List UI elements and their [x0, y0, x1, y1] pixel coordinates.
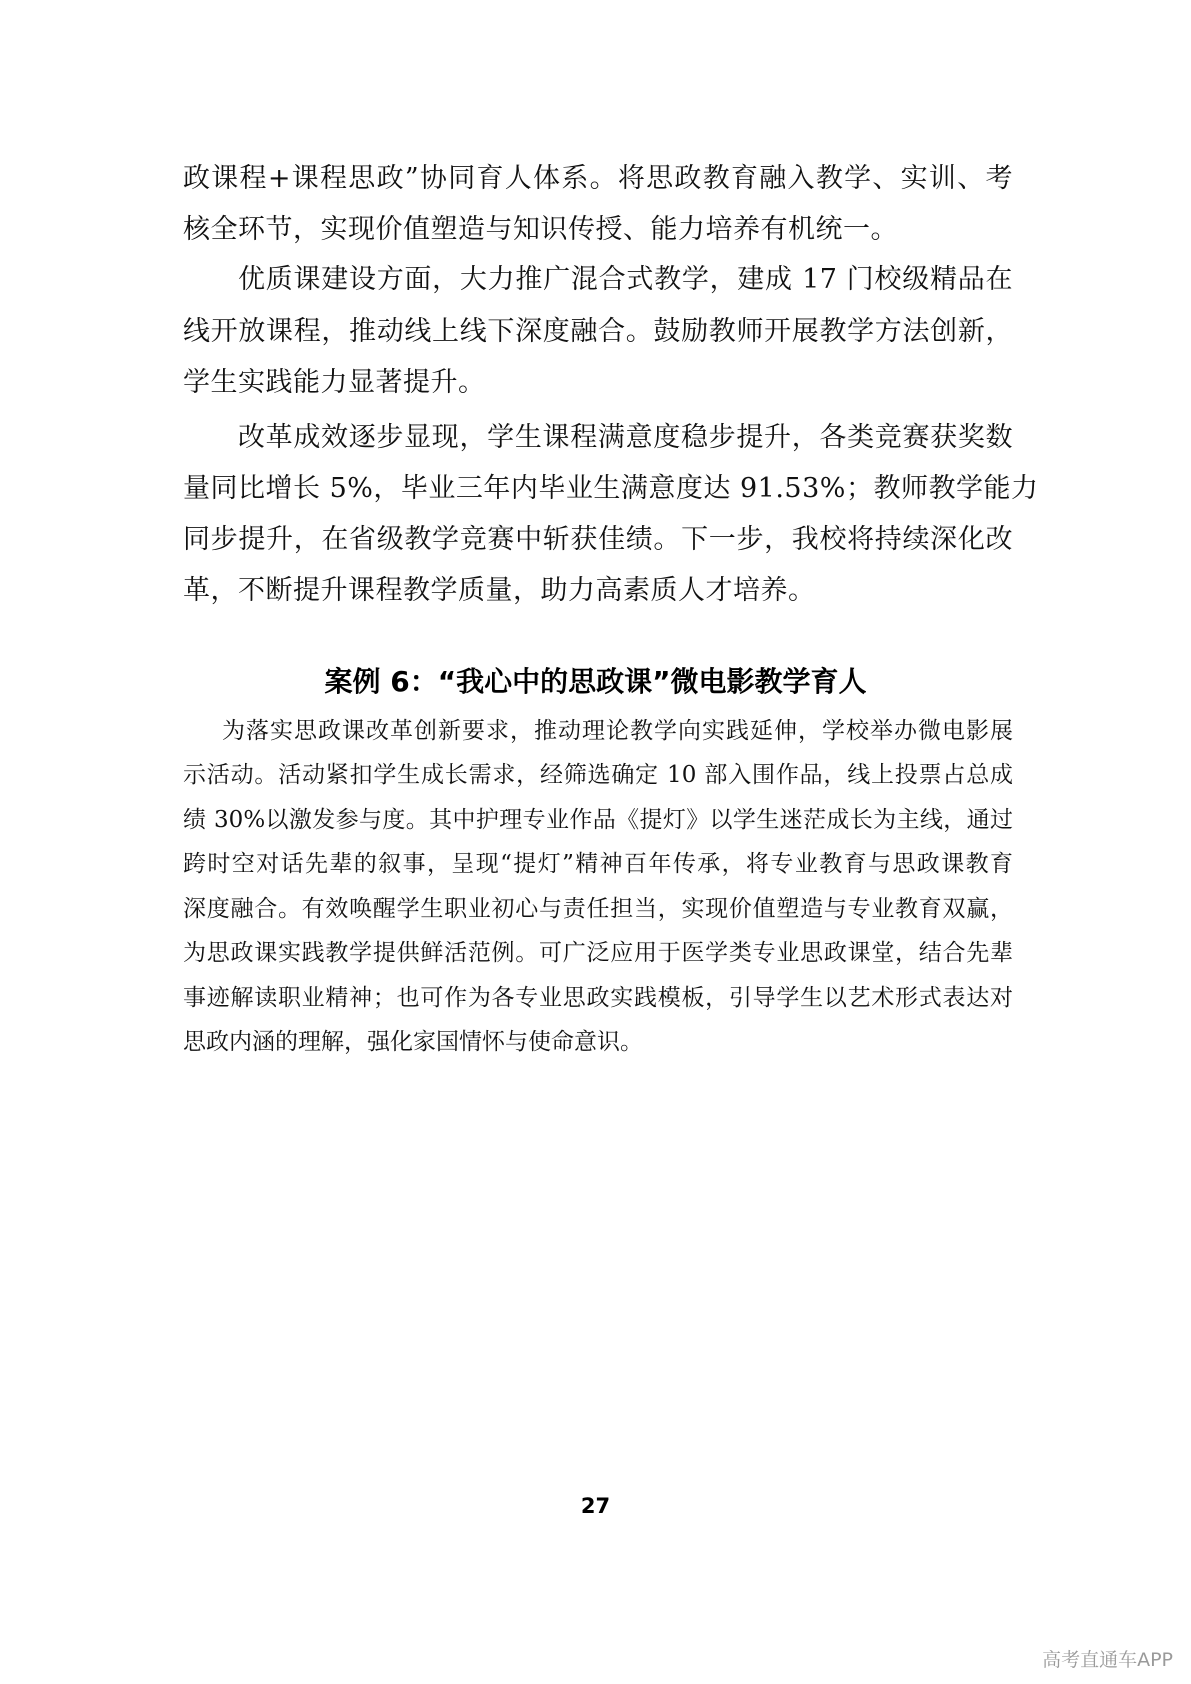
text-line: 学生实践能力显著提升。: [183, 367, 486, 398]
text-line: 改革成效逐步显现，学生课程满意度稳步提升，各类竞赛获奖数: [238, 422, 1013, 453]
text-line: 革，不断提升课程教学质量，助力高素质人才培养。: [183, 575, 816, 606]
text-line: 深度融合。有效唤醒学生职业初心与责任担当，实现价值塑造与专业教育双赢，: [183, 896, 1013, 922]
text-line: 线开放课程，推动线上线下深度融合。鼓励教师开展教学方法创新，: [183, 316, 1013, 347]
text-line: 优质课建设方面，大力推广混合式教学，建成 17 门校级精品在: [238, 264, 1013, 295]
text-line: 核全环节，实现价值塑造与知识传授、能力培养有机统一。: [183, 214, 898, 245]
text-line: 同步提升，在省级教学竞赛中斩获佳绩。下一步，我校将持续深化改: [183, 524, 1013, 555]
page-number: 27: [580, 1494, 611, 1518]
text-line: 为思政课实践教学提供鲜活范例。可广泛应用于医学类专业思政课堂，结合先辈: [183, 940, 1013, 966]
text-line: 为落实思政课改革创新要求，推动理论教学向实践延伸，学校举办微电影展: [222, 718, 1013, 744]
text-line: 绩 30%以激发参与度。其中护理专业作品《提灯》以学生迷茫成长为主线，通过: [183, 807, 1013, 833]
watermark: 高考直通车APP: [1042, 1649, 1173, 1671]
text-line: 示活动。活动紧扣学生成长需求，经筛选确定 10 部入围作品，线上投票占总成: [183, 762, 1013, 788]
text-line: 事迹解读职业精神；也可作为各专业思政实践模板，引导学生以艺术形式表达对: [183, 985, 1013, 1011]
text-line: 跨时空对话先辈的叙事，呈现“提灯”精神百年传承，将专业教育与思政课教育: [183, 851, 1013, 877]
text-line: 政课程+课程思政”协同育人体系。将思政教育融入教学、实训、考: [183, 163, 1013, 194]
case-heading: 案例 6：“我心中的思政课”微电影教学育人: [324, 665, 867, 698]
text-line: 量同比增长 5%，毕业三年内毕业生满意度达 91.53%；教师教学能力: [183, 473, 1039, 504]
text-line: 思政内涵的理解，强化家国情怀与使命意识。: [183, 1029, 643, 1055]
